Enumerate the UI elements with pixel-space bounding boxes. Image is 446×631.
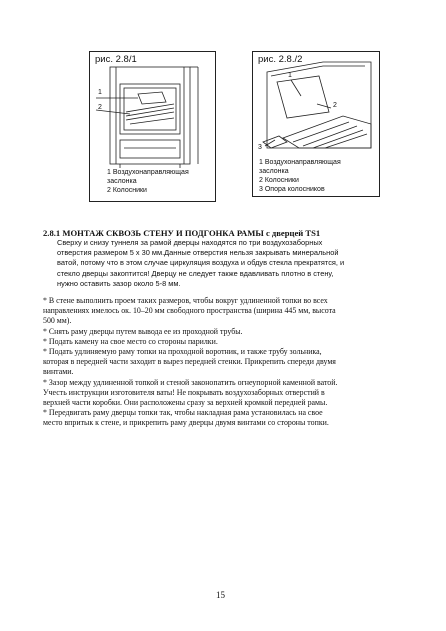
text-line: стекло дверцы закоптится! Дверцу не следует также вдавливать плотно в стену,	[57, 268, 334, 278]
figure-caption	[259, 158, 377, 194]
text-line: Сверху и снизу туннеля за рамой дверцы находятся по три воздухозаборных	[57, 238, 323, 247]
caption-line: 1 Воздухонаправляющая	[107, 169, 189, 176]
instruction-list	[43, 296, 413, 429]
text-line: * Подать удлиняемую раму топки на проходной воротник, и также трубу зольника,	[43, 347, 322, 357]
text-line: ватой, потому что в этом случае циркуляция воздуха и обдув стекла прекратятся, и	[57, 258, 345, 268]
figure-label: рис. 2.8/1	[95, 54, 137, 65]
text-line: 500 мм).	[43, 316, 72, 326]
caption-line: заслонка	[259, 168, 289, 175]
page-number: 15	[216, 590, 225, 600]
text-line: нужно оставить зазор около 5-8 мм.	[57, 278, 181, 288]
callout-2: 2	[98, 104, 102, 111]
callout-1: 1	[98, 89, 102, 96]
text-line: отверстия размером 5 х 30 мм.Данные отверстия нельзя закрывать минеральной	[57, 248, 339, 258]
caption-line: 2 Колосники	[259, 177, 299, 184]
figure-2-8-1	[89, 51, 216, 202]
figure-label: рис. 2.8./2	[258, 54, 303, 65]
text-line: * Снять раму дверцы путем вывода ее из проходной трубы.	[43, 326, 243, 336]
figure-caption	[107, 168, 213, 195]
text-line: * В стене выполнить проем таких размеров, чтобы вокруг удлиненной топки во всех	[43, 296, 328, 305]
text-line: винтами.	[43, 367, 74, 377]
text-line: которая в передней части заходит в вырез передней стенки. Прикрепить спереди двумя	[43, 357, 336, 367]
callout-2: 2	[333, 102, 337, 109]
intro-paragraph	[57, 238, 417, 289]
text-line: верхней части коробки. Они расположены сразу за верхней кромкой передней рамы.	[43, 398, 328, 408]
text-line: направлениях имелось ок. 10–20 мм свободного пространства (ширина 445 мм, высота	[43, 306, 336, 316]
caption-line: заслонка	[107, 178, 137, 185]
text-line: место впритык к стене, и прикрепить раму дверцы двумя винтами со стороны топки.	[43, 418, 329, 428]
text-line: * Передвигать раму дверцы топки так, чтобы накладная рама установилась на свое	[43, 408, 323, 418]
caption-line: 3 Опора колосников	[259, 186, 325, 193]
section-heading: 2.8.1 МОНТАЖ СКВОЗЬ СТЕНУ И ПОДГОНКА РАМЫ с дверцей TS1	[43, 228, 321, 238]
figure-2-8-2	[252, 51, 380, 197]
text-line: * Подать камену на свое место со стороны парилки.	[43, 336, 218, 346]
callout-3: 3	[258, 144, 262, 151]
callout-1: 1	[288, 72, 292, 79]
text-line: * Зазор между удлиненной топкой и стеной законопатить огнеупорной каменной ватой.	[43, 377, 338, 387]
text-line: Учесть инструкции изготовителя ваты! Не покрывать воздухозаборных отверстий в	[43, 387, 325, 397]
caption-line: 2 Колосники	[107, 187, 147, 194]
caption-line: 1 Воздухонаправляющая	[259, 159, 341, 166]
